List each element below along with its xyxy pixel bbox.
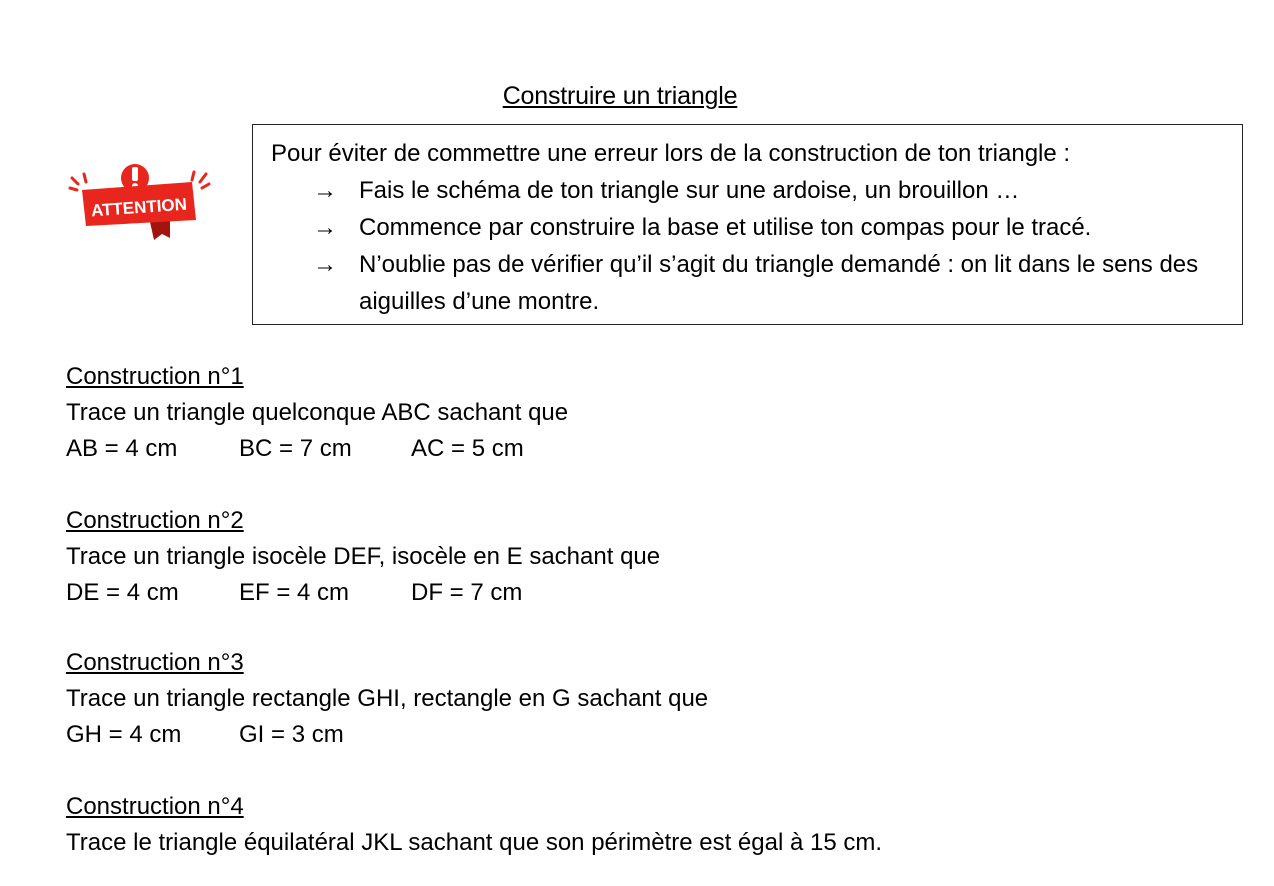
measure: BC = 7 cm bbox=[239, 435, 352, 462]
construction-values bbox=[66, 575, 660, 611]
construction-heading: Construction n°1 bbox=[66, 363, 244, 390]
construction-4 bbox=[66, 789, 882, 861]
arrow-right-icon: → bbox=[313, 251, 337, 278]
attention-label: ATTENTION bbox=[90, 194, 188, 221]
construction-values bbox=[66, 717, 708, 753]
construction-instruction: Trace un triangle rectangle GHI, rectangle en G sachant que bbox=[66, 685, 709, 712]
page-title: Construire un triangle bbox=[502, 82, 738, 110]
construction-3 bbox=[66, 645, 708, 753]
measure: AB = 4 cm bbox=[66, 435, 178, 462]
attention-badge-icon bbox=[66, 160, 212, 250]
construction-instruction: Trace un triangle isocèle DEF, isocèle en E sachant que bbox=[66, 543, 661, 570]
tip-text: Commence par construire la base et utilise ton compas pour le tracé. bbox=[359, 214, 1092, 241]
construction-1 bbox=[66, 359, 568, 467]
arrow-right-icon: → bbox=[313, 177, 337, 204]
tip-item bbox=[271, 246, 1224, 320]
construction-2 bbox=[66, 503, 660, 611]
tip-item bbox=[271, 209, 1224, 246]
measure: EF = 4 cm bbox=[239, 579, 350, 606]
tip-text: N’oublie pas de vérifier qu’il s’agit du triangle demandé : on lit dans le sens des aiguilles d’une montre. bbox=[359, 251, 1199, 315]
measure: GI = 3 cm bbox=[239, 721, 344, 748]
measure: AC = 5 cm bbox=[411, 435, 524, 462]
construction-instruction: Trace le triangle équilatéral JKL sachant que son périmètre est égal à 15 cm. bbox=[66, 829, 882, 856]
measure: DE = 4 cm bbox=[66, 579, 179, 606]
construction-heading: Construction n°4 bbox=[66, 793, 244, 820]
measure: DF = 7 cm bbox=[411, 579, 523, 606]
construction-instruction: Trace un triangle quelconque ABC sachant que bbox=[66, 399, 569, 426]
tip-box bbox=[252, 124, 1243, 325]
construction-heading: Construction n°2 bbox=[66, 507, 244, 534]
measure: GH = 4 cm bbox=[66, 721, 182, 748]
arrow-right-icon: → bbox=[313, 214, 337, 241]
tip-list bbox=[271, 172, 1224, 320]
construction-values bbox=[66, 431, 568, 467]
tip-intro: Pour éviter de commettre une erreur lors de la construction de ton triangle : bbox=[271, 140, 1071, 167]
tip-text: Fais le schéma de ton triangle sur une ardoise, un brouillon … bbox=[359, 177, 1020, 204]
tip-item bbox=[271, 172, 1224, 209]
construction-heading: Construction n°3 bbox=[66, 649, 244, 676]
